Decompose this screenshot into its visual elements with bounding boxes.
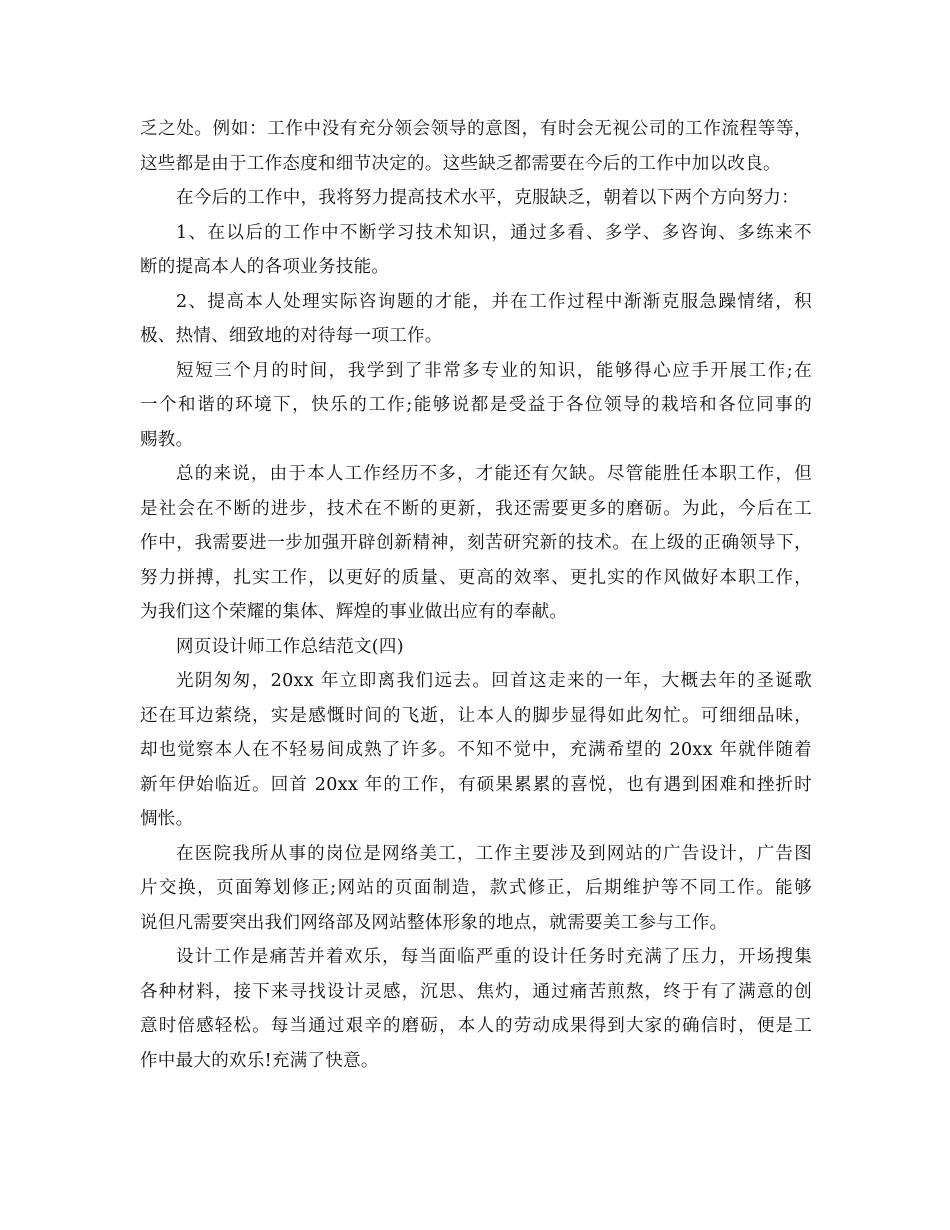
text-line: 还在耳边萦绕，实是感慨时间的飞逝，让本人的脚步显得如此匆忙。可细细品味， [140, 705, 812, 726]
text-line: 一个和谐的环境下，快乐的工作;能够说都是受益于各位领导的栽培和各位同事的 [140, 395, 812, 415]
text-line: 总的来说，由于本人工作经历不多，才能还有欠缺。尽管能胜任本职工作，但 [176, 464, 812, 484]
text-line: 这些都是由于工作态度和细节决定的。这些缺乏都需要在今后的工作中加以改良。 [140, 153, 781, 174]
text-line: 意时倍感轻松。每当通过艰辛的磨砺，本人的劳动成果得到大家的确信时，便是工 [140, 1016, 812, 1036]
text-line: 片交换，页面筹划修正;网站的页面制造，款式修正，后期维护等不同工作。能够 [140, 878, 812, 898]
text-line: 光阴匆匆，20xx 年立即离我们远去。回首这走来的一年，大概去年的圣诞歌 [176, 671, 812, 691]
text-line: 努力拼搏，扎实工作，以更好的质量、更高的效率、更扎实的作风做好本职工作， [140, 567, 812, 588]
text-line: 作中最大的欢乐!充满了快意。 [140, 1050, 379, 1071]
text-line: 赐教。 [140, 429, 194, 450]
section-heading: 网页设计师工作总结范文(四) [176, 636, 404, 657]
text-line: 是社会在不断的进步，技术在不断的更新，我还需要更多的磨砺。为此，今后在工 [140, 498, 812, 519]
text-line: 却也觉察本人在不轻易间成熟了许多。不知不觉中，充满希望的 20xx 年就伴随着 [140, 740, 812, 760]
text-line: 为我们这个荣耀的集体、辉煌的事业做出应有的奉献。 [140, 602, 568, 622]
text-line: 极、热情、细致地的对待每一项工作。 [140, 326, 443, 346]
text-line: 2、提高本人处理实际咨询题的才能，并在工作过程中渐渐克服急躁情绪，积 [176, 291, 812, 312]
text-line: 作中，我需要进一步加强开辟创新精神，刻苦研究新的技术。在上级的正确领导下， [140, 533, 812, 553]
text-line: 在今后的工作中，我将努力提高技术水平，克服缺乏，朝着以下两个方向努力： [176, 188, 799, 208]
document-body [140, 112, 812, 1078]
text-line: 1、在以后的工作中不断学习技术知识，通过多看、多学、多咨询、多练来不 [176, 222, 812, 243]
text-line: 断的提高本人的各项业务技能。 [140, 257, 390, 277]
text-line: 设计工作是痛苦并着欢乐，每当面临严重的设计任务时充满了压力，开场搜集 [176, 947, 812, 967]
text-line: 短短三个月的时间，我学到了非常多专业的知识，能够得心应手开展工作;在 [176, 360, 812, 381]
text-line: 乏之处。例如：工作中没有充分领会领导的意图，有时会无视公司的工作流程等等， [140, 119, 812, 139]
text-line: 惆怅。 [140, 809, 194, 829]
text-line: 新年伊始临近。回首 20xx 年的工作，有硕果累累的喜悦，也有遇到困难和挫折时 [140, 774, 812, 795]
text-line: 在医院我所从事的岗位是网络美工，工作主要涉及到网站的广告设计，广告图 [176, 843, 812, 864]
text-line: 说但凡需要突出我们网络部及网站整体形象的地点，就需要美工参与工作。 [140, 912, 728, 933]
text-line: 各种材料，接下来寻找设计灵感，沉思、焦灼，通过痛苦煎熬，终于有了满意的创 [140, 981, 812, 1002]
